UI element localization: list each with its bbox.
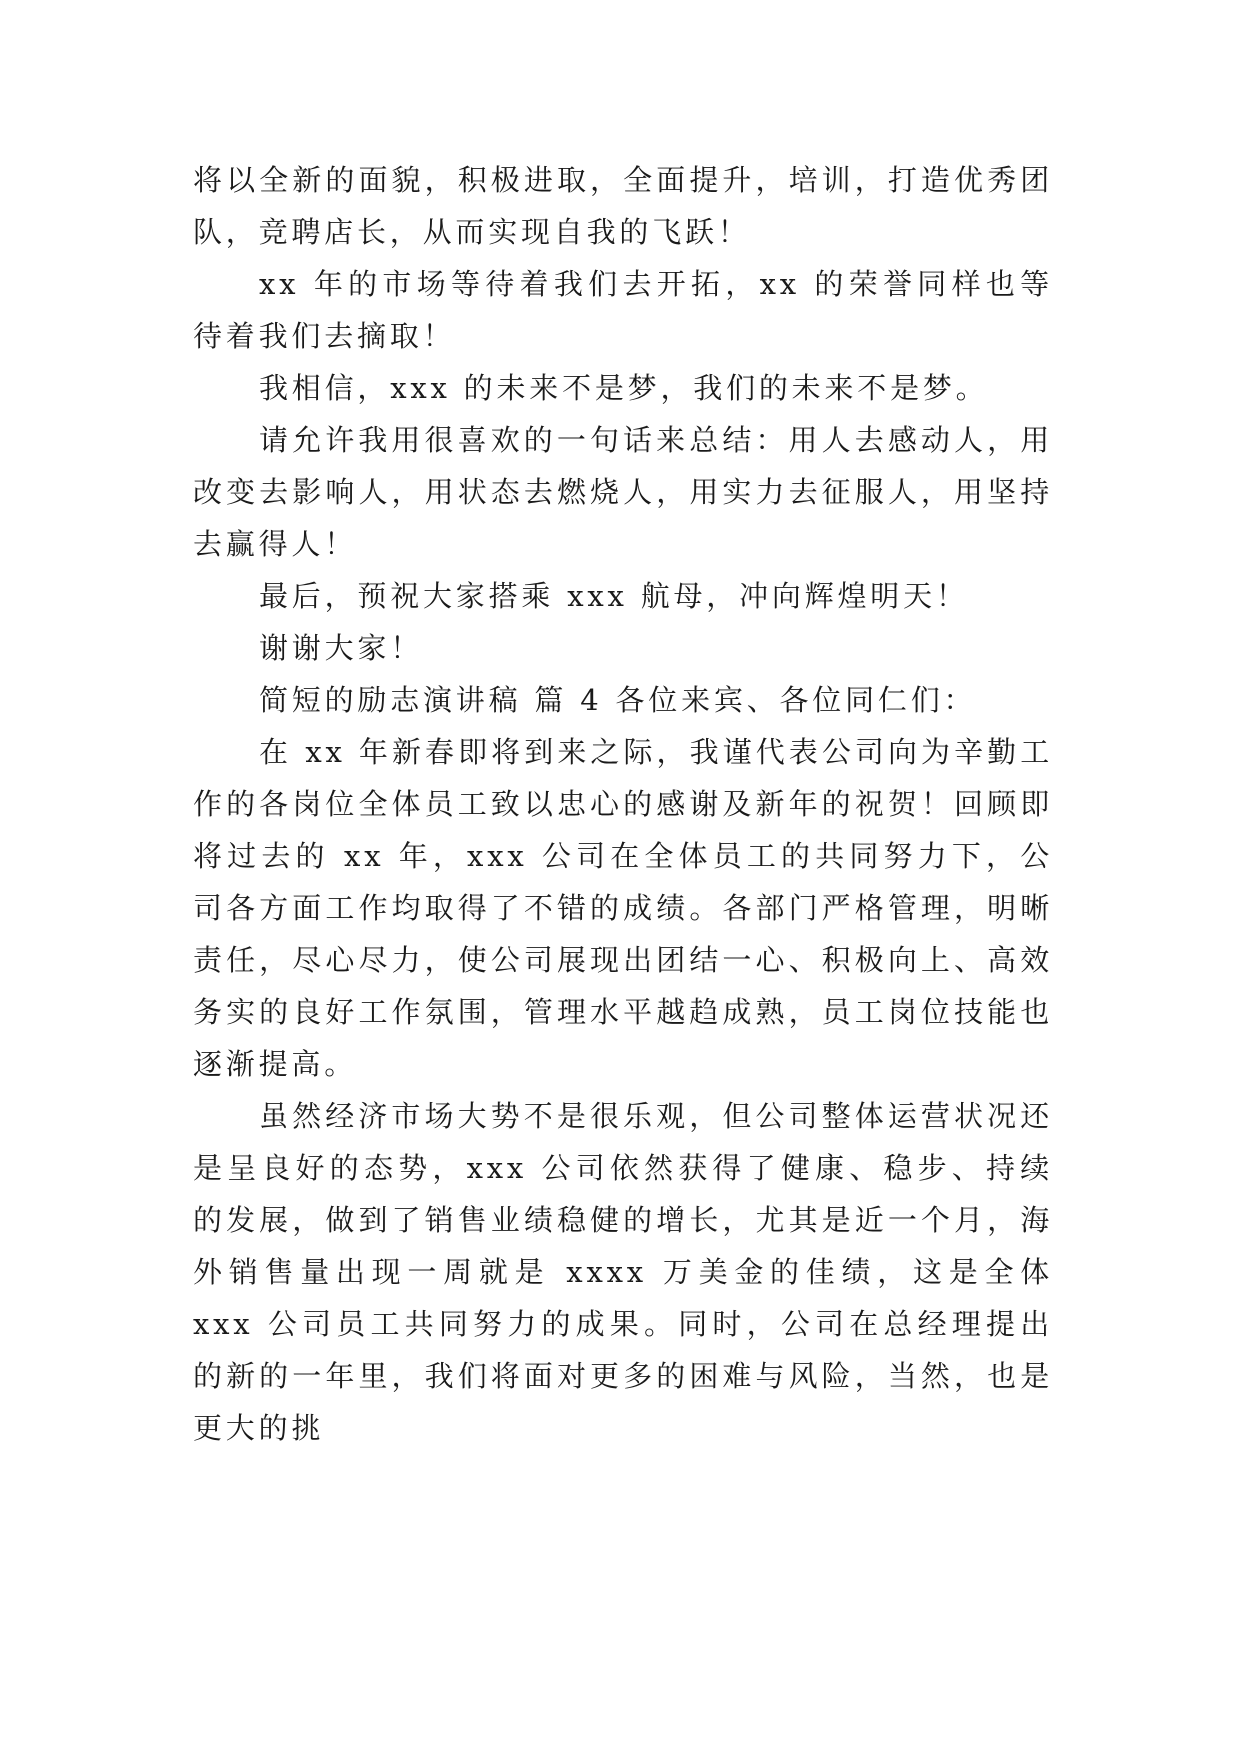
paragraph-2: xx 年的市场等待着我们去开拓，xx 的荣誉同样也等待着我们去摘取！ — [193, 267, 1053, 353]
paragraph-6: 谢谢大家！ — [259, 631, 424, 665]
paragraph-3: 我相信，xxx 的未来不是梦，我们的未来不是梦。 — [259, 371, 989, 405]
paragraph-1: 将以全新的面貌，积极进取，全面提升，培训，打造优秀团队，竞聘店长，从而实现自我的飞跃！ — [193, 163, 1053, 249]
paragraph-5: 最后，预祝大家搭乘 xxx 航母，冲向辉煌明天！ — [259, 579, 969, 613]
document-body — [193, 154, 1053, 1454]
section-heading: 简短的励志演讲稿 篇 4 各位来宾、各位同仁们： — [259, 683, 977, 717]
paragraph-8: 虽然经济市场大势不是很乐观，但公司整体运营状况还是呈良好的态势，xxx 公司依然获得了健康、稳步、持续的发展，做到了销售业绩稳健的增长，尤其是近一个月，海外销售量出现一周就是 xxxx 万美金的佳绩，这是全体 xxx 公司员工共同努力的成果。同时，公司在总经理提出的新的一年里，我们将面对更多的困难与风险，当然，也是更大的挑 — [193, 1099, 1053, 1445]
paragraph-7: 在 xx 年新春即将到来之际，我谨代表公司向为辛勤工作的各岗位全体员工致以忠心的感谢及新年的祝贺！回顾即将过去的 xx 年，xxx 公司在全体员工的共同努力下，公司各方面工作均取得了不错的成绩。各部门严格管理，明晰责任，尽心尽力，使公司展现出团结一心、积极向上、高效务实的良好工作氛围，管理水平越趋成熟，员工岗位技能也逐渐提高。 — [193, 735, 1053, 1081]
paragraph-4: 请允许我用很喜欢的一句话来总结：用人去感动人，用改变去影响人，用状态去燃烧人，用实力去征服人，用坚持去赢得人！ — [193, 423, 1053, 561]
